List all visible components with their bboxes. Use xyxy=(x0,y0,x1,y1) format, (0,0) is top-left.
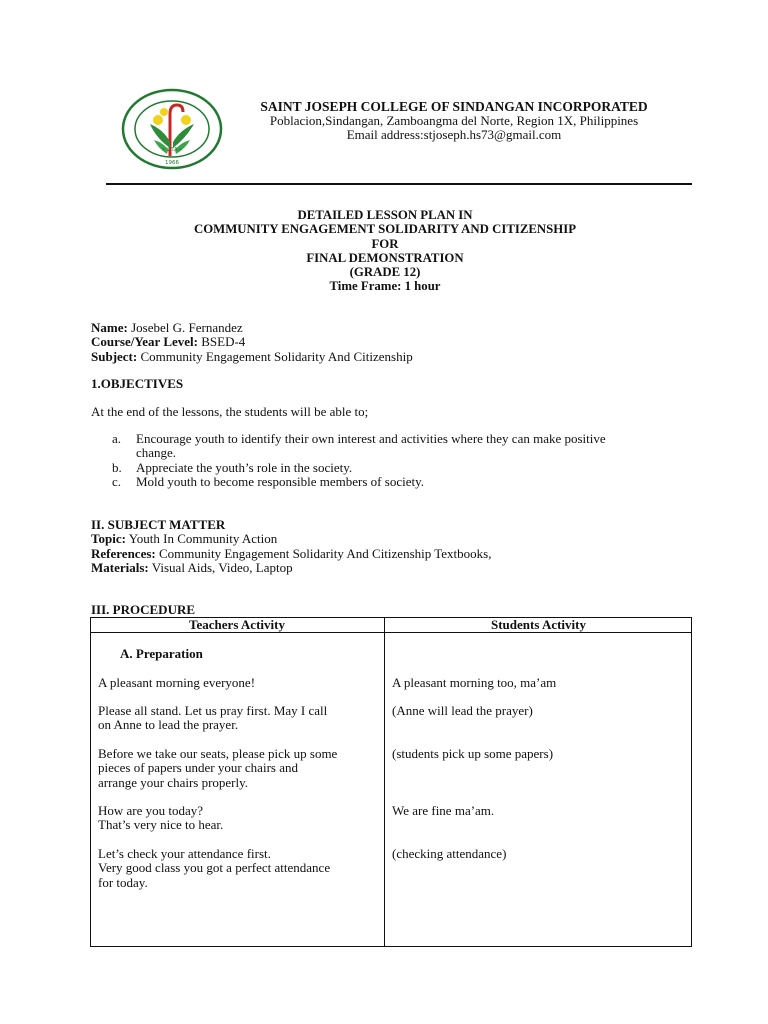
student-line: A pleasant morning too, ma’am xyxy=(392,675,557,690)
preparation-heading: A. Preparation xyxy=(120,646,203,661)
title-line: FINAL DEMONSTRATION xyxy=(306,250,464,265)
student-line: (checking attendance) xyxy=(392,846,507,861)
references-label: References: xyxy=(91,545,156,561)
objective-item xyxy=(112,475,632,489)
student-line: We are fine ma’am. xyxy=(392,803,495,818)
teacher-line: pieces of papers under your chairs and xyxy=(98,760,298,776)
objective-text: Mold youth to become responsible members of society. xyxy=(136,473,424,489)
teacher-line: for today. xyxy=(98,874,148,890)
subject-matter-heading: II. SUBJECT MATTER xyxy=(91,517,226,532)
objective-item xyxy=(112,432,632,461)
topic-label: Topic: xyxy=(91,531,126,547)
student-activity xyxy=(392,747,672,761)
objective-item xyxy=(112,461,632,475)
header-divider xyxy=(106,183,692,185)
subject-label: Subject: xyxy=(91,348,138,364)
objective-marker: a. xyxy=(112,431,122,446)
logo-motto: • VITA • xyxy=(161,147,183,153)
student-line: (students pick up some papers) xyxy=(392,746,554,761)
materials-line xyxy=(91,561,711,575)
teacher-line: arrange your chairs properly. xyxy=(98,774,249,790)
materials-label: Materials: xyxy=(91,559,149,575)
objective-text: Appreciate the youth’s role in the society. xyxy=(136,459,353,475)
student-line: (Anne will lead the prayer) xyxy=(392,703,533,718)
teacher-line: Let’s check your attendance first. xyxy=(98,846,271,861)
teacher-activity xyxy=(98,704,378,733)
objective-marker: b. xyxy=(112,459,122,475)
course-value: BSED-4 xyxy=(197,334,246,350)
name-line xyxy=(91,321,691,335)
teacher-line: Please all stand. Let us pray first. May I call xyxy=(98,703,328,718)
school-email: Email address:stjoseph.hs73@gmail.com xyxy=(346,127,562,142)
teacher-activity xyxy=(98,804,378,833)
procedure-heading: III. PROCEDURE xyxy=(91,602,196,617)
school-header xyxy=(228,100,680,142)
teacher-line: A pleasant morning everyone! xyxy=(98,675,256,690)
title-line: (GRADE 12) xyxy=(349,265,421,280)
topic-line xyxy=(91,532,711,546)
teacher-activity xyxy=(98,847,378,890)
objective-text: Encourage youth to identify their own interest and activities where they can make positive change. xyxy=(136,431,606,461)
materials-value: Visual Aids, Video, Laptop xyxy=(148,559,293,575)
school-logo xyxy=(120,88,224,170)
lesson-info xyxy=(91,321,691,364)
teacher-activity xyxy=(98,747,378,790)
student-activity xyxy=(392,676,672,690)
teacher-line: Very good class you got a perfect attendance xyxy=(98,860,331,876)
table-header-divider xyxy=(90,632,692,633)
objectives-intro: At the end of the lessons, the students will be able to; xyxy=(91,404,369,419)
course-label: Course/Year Level: xyxy=(91,334,198,350)
student-activity xyxy=(392,704,672,718)
objective-marker: c. xyxy=(112,473,122,489)
subject-matter xyxy=(91,518,711,575)
references-line xyxy=(91,547,711,561)
table-column-divider xyxy=(384,617,385,947)
school-name: SAINT JOSEPH COLLEGE OF SINDANGAN INCORPORATED xyxy=(260,99,648,114)
references-value: Community Engagement Solidarity And Citizenship Textbooks, xyxy=(155,545,492,561)
logo-year: 1966 xyxy=(165,160,179,166)
teacher-line: How are you today? xyxy=(98,803,204,818)
title-line: FOR xyxy=(371,236,399,251)
teacher-line: on Anne to lead the prayer. xyxy=(98,717,239,733)
teacher-line: Before we take our seats, please pick up some xyxy=(98,746,338,761)
lesson-plan-title xyxy=(100,208,670,294)
title-line: COMMUNITY ENGAGEMENT SOLIDARITY AND CITIZENSHIP xyxy=(193,222,577,237)
column-header-teachers: Teachers Activity xyxy=(189,617,285,632)
teacher-line: That’s very nice to hear. xyxy=(98,817,224,833)
subject-line xyxy=(91,350,691,364)
school-address: Poblacion,Sindangan, Zamboangma del Norte, Region 1X, Philippines xyxy=(269,113,639,128)
teacher-activity xyxy=(98,676,378,690)
objectives-heading: 1.OBJECTIVES xyxy=(91,376,184,391)
title-line: DETAILED LESSON PLAN IN xyxy=(297,208,473,222)
objectives-list xyxy=(112,432,632,489)
course-line xyxy=(91,335,691,349)
student-activity xyxy=(392,804,672,818)
student-activity xyxy=(392,847,672,861)
name-label: Name: xyxy=(91,320,128,335)
topic-value: Youth In Community Action xyxy=(125,531,278,547)
column-header-students: Students Activity xyxy=(491,617,586,632)
name-value: Josebel G. Fernandez xyxy=(127,320,243,335)
time-frame: Time Frame: 1 hour xyxy=(329,279,441,294)
subject-value: Community Engagement Solidarity And Citizenship xyxy=(137,348,413,364)
